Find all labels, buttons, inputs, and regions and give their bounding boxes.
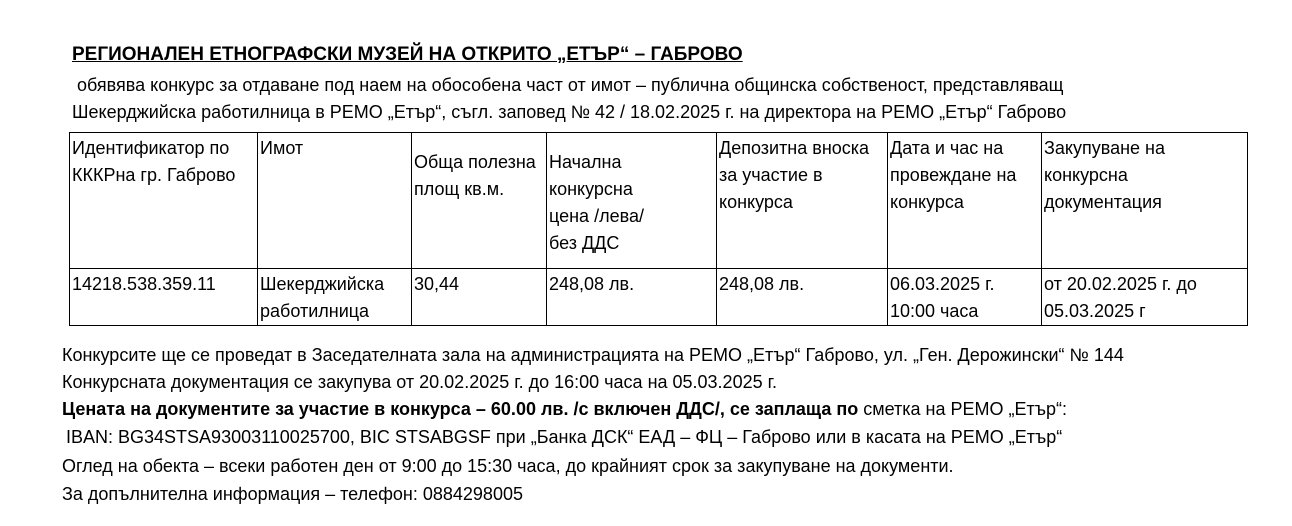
document-title: РЕГИОНАЛЕН ЕТНОГРАФСКИ МУЗЕЙ НА ОТКРИТО „ЕТЪР“ – ГАБРОВО (72, 44, 743, 65)
table-cell (412, 269, 547, 326)
footer-docs-period: Конкурсната документация се закупува от 20.02.2025 г. до 16:00 часа на 05.03.2025 г. (62, 372, 777, 392)
cell-line: Закупуване на (1044, 138, 1165, 158)
table-cell (717, 269, 888, 326)
table-row (70, 269, 1248, 326)
cell-line: Идентификатор по (72, 138, 230, 158)
cell-line: Дата и час на (890, 138, 1004, 158)
header-cell (1042, 133, 1248, 269)
footer-price-bold: Цената на документите за участие в конкурса – 60.00 лв. /с включен ДДС/, се заплаща по (62, 399, 859, 419)
cell-line: КККРна гр. Габрово (72, 165, 236, 185)
table-cell (70, 269, 258, 326)
footer-price-rest: сметка на РЕМО „Етър“: (858, 399, 1067, 419)
header-cell (412, 133, 547, 269)
cell-line: площ кв.м. (414, 179, 505, 199)
cell-line (414, 135, 544, 149)
footer-contact: За допълнителна информация – телефон: 0884298005 (62, 484, 523, 504)
intro-line-1: обявява конкурс за отдаване под наем на обособена част от имот – публична общинска собственост, представляващ (77, 75, 1064, 95)
cell-line: Депозитна вноска (719, 138, 870, 158)
cell-line: без ДДС (549, 233, 620, 253)
footer-price (62, 398, 1067, 420)
table-cell (1042, 269, 1248, 326)
header-cell (258, 133, 412, 269)
cell-line: 248,08 лв. (719, 274, 805, 294)
cell-line: Имот (260, 138, 304, 158)
cell-line: Шекерджийска (260, 274, 385, 294)
cell-line (549, 135, 714, 149)
cell-line: Начална (549, 152, 622, 172)
cell-line: 14218.538.359.11 (72, 274, 216, 294)
cell-line: 06.03.2025 г. (890, 274, 995, 294)
table-cell (547, 269, 717, 326)
cell-line: конкурсна (1044, 165, 1128, 185)
footer-venue: Конкурсите ще се проведат в Заседателната зала на администрацията на РЕМО „Етър“ Габрово, ул. „Ген. Дерожински“ № 144 (62, 345, 1124, 365)
table-cell (258, 269, 412, 326)
cell-line: конкурса (890, 192, 964, 212)
header-cell (888, 133, 1042, 269)
header-cell (547, 133, 717, 269)
cell-line: конкурса (719, 192, 793, 212)
cell-line: за участие в (719, 165, 823, 185)
cell-line: от 20.02.2025 г. до (1044, 274, 1197, 294)
cell-line: провеждане на (890, 165, 1017, 185)
header-cell (717, 133, 888, 269)
table-cell (888, 269, 1042, 326)
cell-line: цена /лева/ (549, 206, 644, 226)
cell-line: 05.03.2025 г (1044, 301, 1146, 321)
auction-table (69, 132, 1248, 326)
cell-line: Обща полезна (414, 152, 536, 172)
cell-line: 248,08 лв. (549, 274, 635, 294)
cell-line: работилница (260, 301, 370, 321)
footer-inspection: Оглед на обекта – всеки работен ден от 9:00 до 15:30 часа, до крайният срок за закупуване на документи. (62, 456, 954, 476)
cell-line: документация (1044, 192, 1162, 212)
cell-line: конкурсна (549, 179, 633, 199)
cell-line: 10:00 часа (890, 301, 979, 321)
footer-bank: IBAN: BG34STSA93003110025700, BIC STSABGSF при „Банка ДСК“ ЕАД – ФЦ – Габрово или в касата на РЕМО „Етър“ (66, 427, 1063, 447)
intro-line-2: Шекерджийска работилница в РЕМО „Етър“, съгл. заповед № 42 / 18.02.2025 г. на директора на РЕМО „Етър“ Габрово (72, 102, 1067, 122)
table-header-row (70, 133, 1248, 269)
header-cell (70, 133, 258, 269)
cell-line: 30,44 (414, 274, 460, 294)
